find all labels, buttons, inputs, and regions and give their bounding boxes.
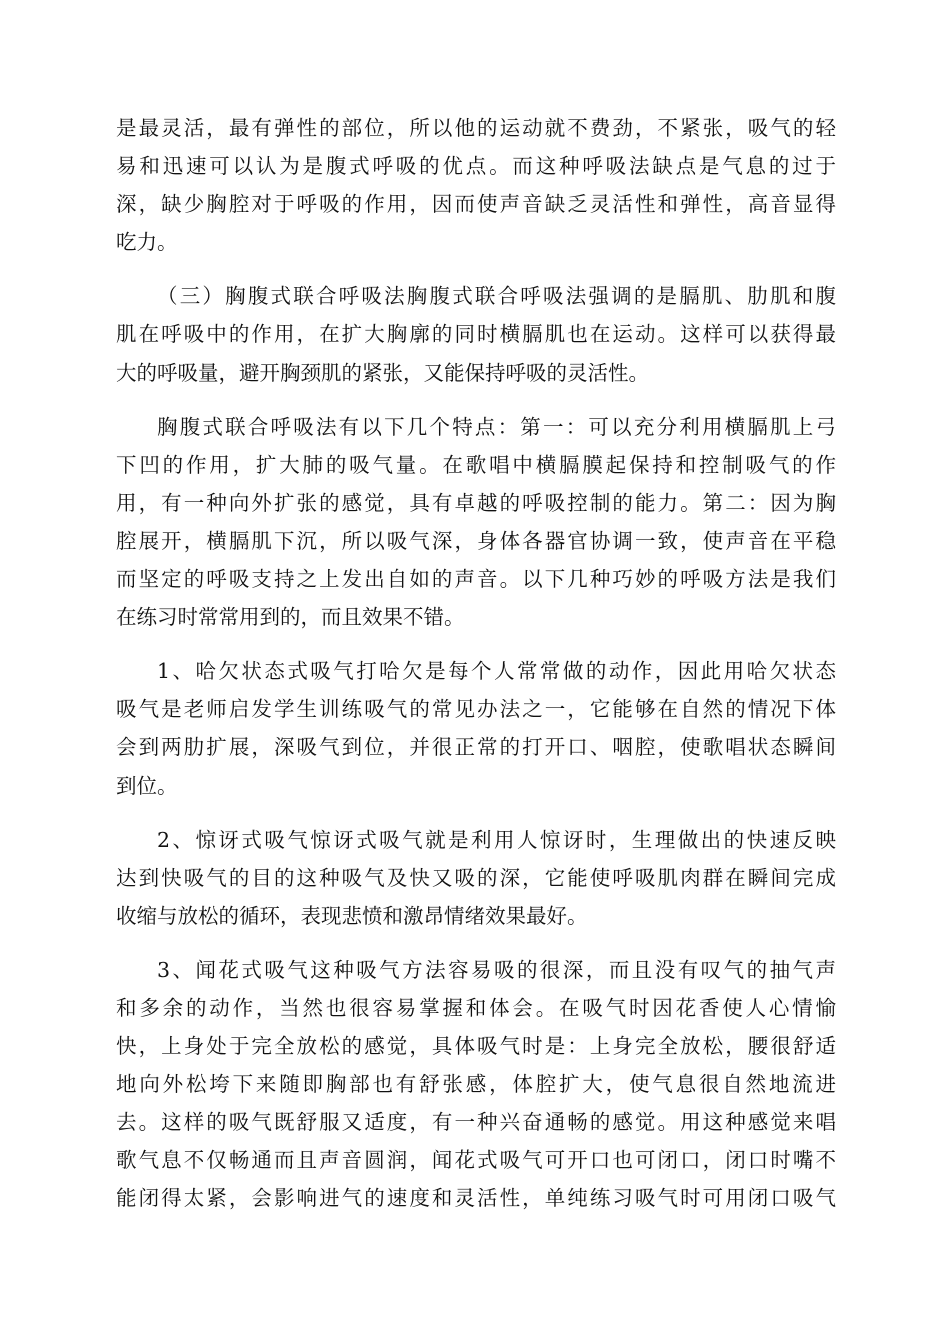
text-line: 易和迅速可以认为是腹式呼吸的优点。而这种呼吸法缺点是气息的过于	[116, 154, 836, 179]
text-line: 2、惊讶式吸气惊讶式吸气就是利用人惊讶时，生理做出的快速反映	[157, 827, 836, 852]
text-line: 歌气息不仅畅通而且声音圆润，闻花式吸气可开口也可闭口，闭口时嘴不	[116, 1148, 836, 1173]
text-line: 深，缺少胸腔对于呼吸的作用，因而使声音缺乏灵活性和弹性，高音显得	[116, 192, 836, 217]
text-line: 到位。	[116, 773, 178, 798]
paragraph-yawn-breathing	[116, 652, 836, 804]
paragraph-surprise-breathing	[116, 821, 836, 935]
text-line: 能闭得太紧，会影响进气的速度和灵活性，单纯练习吸气时可用闭口吸气	[116, 1186, 836, 1211]
text-line: （三）胸腹式联合呼吸法胸腹式联合呼吸法强调的是膈肌、肋肌和腹	[157, 284, 836, 309]
paragraph-method-features	[116, 408, 836, 637]
text-line: 是最灵活，最有弹性的部位，所以他的运动就不费劲，不紧张，吸气的轻	[116, 116, 836, 140]
text-line: 腔展开，横膈肌下沉，所以吸气深，身体各器官协调一致，使声音在平稳	[116, 528, 836, 553]
paragraph-flower-smell-breathing	[116, 951, 836, 1218]
text-line: 吸气是老师启发学生训练吸气的常见办法之一，它能够在自然的情况下体	[116, 697, 836, 722]
text-line: 胸腹式联合呼吸法有以下几个特点：第一：可以充分利用横膈肌上弓	[157, 414, 836, 439]
text-line: 和多余的动作，当然也很容易掌握和体会。在吸气时因花香使人心情愉	[116, 995, 836, 1020]
paragraph-abdominal-breathing-continued	[116, 109, 836, 261]
text-line: 收缩与放松的循环，表现悲愤和激昂情绪效果最好。	[116, 903, 588, 928]
text-line: 肌在呼吸中的作用，在扩大胸廓的同时横膈肌也在运动。这样可以获得最	[116, 322, 836, 347]
text-line: 地向外松垮下来随即胸部也有舒张感，体腔扩大，使气息很自然地流进	[116, 1072, 836, 1097]
text-line: 用，有一种向外扩张的感觉，具有卓越的呼吸控制的能力。第二：因为胸	[116, 490, 836, 515]
text-line: 吃力。	[116, 230, 178, 255]
paragraph-chest-abdominal-method	[116, 277, 836, 391]
text-line: 会到两肋扩展，深吸气到位，并很正常的打开口、咽腔，使歌唱状态瞬间	[116, 735, 836, 760]
text-line: 大的呼吸量，避开胸颈肌的紧张，又能保持呼吸的灵活性。	[116, 360, 649, 385]
text-line: 3、闻花式吸气这种吸气方法容易吸的很深，而且没有叹气的抽气声	[157, 957, 836, 982]
text-line: 达到快吸气的目的这种吸气及快又吸的深，它能使呼吸肌肉群在瞬间完成	[116, 865, 836, 890]
text-line: 而坚定的呼吸支持之上发出自如的声音。以下几种巧妙的呼吸方法是我们	[116, 567, 836, 592]
document-body	[116, 109, 836, 1234]
text-line: 1、哈欠状态式吸气打哈欠是每个人常常做的动作，因此用哈欠状态	[157, 659, 836, 684]
text-line: 去。这样的吸气既舒服又适度，有一种兴奋通畅的感觉。用这种感觉来唱	[116, 1110, 836, 1135]
text-line: 下凹的作用，扩大肺的吸气量。在歌唱中横膈膜起保持和控制吸气的作	[116, 452, 836, 477]
text-line: 快，上身处于完全放松的感觉，具体吸气时是：上身完全放松，腰很舒适	[116, 1034, 836, 1059]
text-line: 在练习时常常用到的，而且效果不错。	[116, 605, 465, 630]
